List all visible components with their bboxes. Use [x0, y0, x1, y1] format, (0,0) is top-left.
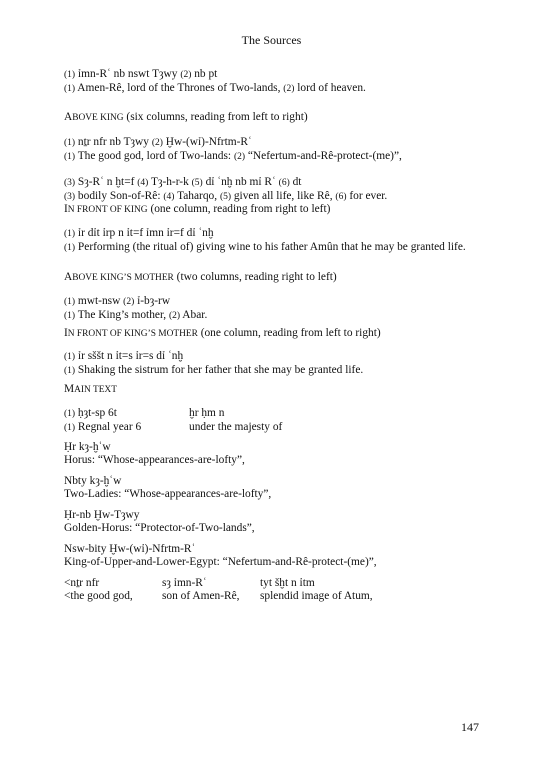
column-number: (2) [151, 138, 163, 148]
main-text-nbty-name [64, 475, 479, 501]
column-cell [64, 407, 189, 421]
caption-above-kings-mother [64, 295, 479, 323]
translation-line [64, 590, 479, 603]
heading-rest: (one column, reading from right to left) [147, 203, 331, 215]
translation-text: for ever. [346, 190, 388, 202]
main-text-nsw-bity-name [64, 543, 479, 569]
section-heading-front-of-kings-mother [64, 327, 479, 341]
translation-text: “Nefertum-and-Rê-protect-(me)”, [245, 150, 402, 162]
column-number: (4) [137, 178, 149, 188]
column-number: (6) [278, 178, 290, 188]
main-text-horus-name [64, 441, 479, 467]
transliteration-text: dỉ ʿnḫ nb mỉ Rʿ [202, 176, 279, 188]
main-text-golden-horus-name [64, 509, 479, 535]
translation-line [64, 82, 479, 96]
transliteration-line [64, 176, 479, 190]
transliteration-line: Ḥr kȝ-ḫʿw [64, 441, 111, 453]
translation-line [64, 309, 479, 323]
heading-rest: (six columns, reading from left to right) [123, 111, 308, 123]
transliteration-line [64, 407, 479, 421]
translation-text: Taharqo, [174, 190, 220, 202]
translation-text: Performing (the ritual of) giving wine to his father Amûn that he may be granted life. [75, 241, 466, 253]
column-number: (1) [64, 243, 76, 253]
section-heading-main-text [64, 383, 479, 397]
translation-text: <the good god, [64, 590, 133, 602]
column-number: (1) [64, 152, 76, 162]
column-number: (3) [64, 192, 76, 202]
heading-smallcaps: BOVE KING’S MOTHER [72, 273, 174, 283]
column-number: (1) [64, 352, 76, 362]
column-number: (6) [335, 192, 347, 202]
transliteration-line [64, 68, 479, 82]
heading-initial: I [64, 203, 68, 215]
heading-initial: I [64, 327, 68, 339]
heading-smallcaps: N FRONT OF KING’S MOTHER [67, 329, 198, 339]
column-cell [64, 421, 189, 435]
caption-above-king [64, 136, 479, 204]
column-number: (2) [283, 84, 295, 94]
transliteration-text: nb pt [191, 68, 218, 80]
transliteration-line [64, 227, 479, 241]
transliteration-text: ḥȝt-sp 6t [75, 407, 117, 419]
translation-line [64, 190, 479, 204]
translation-line: Two-Ladies: “Whose-appearances-are-lofty”, [64, 488, 272, 500]
transliteration-text: ỉr sššt n ỉt=s ỉr=s dỉ ʿnḫ [75, 350, 184, 362]
transliteration-text: ḫr ḥm n [189, 407, 225, 419]
column-number: (2) [233, 152, 246, 162]
translation-text: Regnal year 6 [75, 421, 142, 433]
main-text-regnal-year [64, 407, 479, 435]
transliteration-text: ỉ-bȝ-rw [134, 295, 171, 307]
heading-initial: M [64, 383, 75, 395]
heading-rest: (one column, reading from left to right) [197, 327, 381, 339]
column-number: (1) [64, 138, 76, 148]
translation-line [64, 150, 479, 164]
transliteration-line [64, 350, 479, 364]
transliteration-text: mwt-nsw [75, 295, 124, 307]
page-number: 147 [461, 720, 479, 734]
translation-line: Horus: “Whose-appearances-are-lofty”, [64, 454, 245, 466]
heading-initial: A [64, 271, 73, 283]
transliteration-line [64, 295, 479, 309]
transliteration-line: Nbty kȝ-ḫʿw [64, 475, 122, 487]
translation-text: under the majesty of [189, 421, 283, 433]
column-number: (1) [64, 423, 76, 433]
translation-line [64, 421, 479, 435]
column-number: (1) [64, 229, 76, 239]
column-number: (1) [64, 297, 76, 307]
transliteration-text: <nṯr nfr [64, 577, 100, 589]
translation-line: King-of-Upper-and-Lower-Egypt: “Nefertum-and-Rê-protect-(me)”, [64, 556, 377, 568]
heading-smallcaps: BOVE KING [72, 113, 124, 123]
translation-text: Abar. [180, 309, 208, 321]
transliteration-text: Tȝ-h-r-k [148, 176, 192, 188]
translation-line: Golden-Horus: “Protector-of-Two-lands”, [64, 522, 255, 534]
column-number: (2) [169, 311, 181, 321]
translation-text: splendid image of Atum, [260, 590, 373, 602]
heading-smallcaps: AIN TEXT [74, 385, 117, 395]
caption-front-of-king [64, 227, 479, 255]
page-title: The Sources [241, 33, 302, 47]
heading-rest: (two columns, reading right to left) [173, 271, 337, 283]
section-heading-above-king [64, 111, 479, 125]
translation-text: given all life, like Rê, [231, 190, 336, 202]
translation-text: lord of heaven. [294, 82, 366, 94]
transliteration-text: Ḫw-(wỉ)-Nfrtm-Rʿ [162, 136, 252, 148]
column-number: (3) [64, 178, 76, 188]
column-number: (1) [64, 70, 76, 80]
transliteration-text: tyt šḫt n ỉtm [260, 577, 315, 589]
column-number: (4) [163, 192, 175, 202]
transliteration-text: ỉmn-Rʿ nb nswt Tȝwy [75, 68, 181, 80]
column-number: (1) [64, 409, 76, 419]
column-number: (5) [191, 178, 203, 188]
caption-amen-re [64, 68, 479, 96]
transliteration-line [64, 577, 479, 590]
translation-text: The good god, lord of Two-lands: [75, 150, 234, 162]
transliteration-line [64, 136, 479, 150]
caption-front-of-kings-mother [64, 350, 479, 378]
column-number: (1) [64, 311, 76, 321]
transliteration-text: dt [289, 176, 302, 188]
transliteration-line: Ḥr-nb Ḫw-Tȝwy [64, 509, 140, 521]
transliteration-text: ỉr dỉt ỉrp n ỉt=f ỉmn ỉr=f dỉ ʿnḫ [75, 227, 214, 239]
column-number: (5) [219, 192, 232, 202]
column-number: (2) [180, 70, 192, 80]
translation-text: bodily Son-of-Rê: [75, 190, 164, 202]
heading-smallcaps: N FRONT OF KING [67, 205, 148, 215]
heading-initial: A [64, 111, 73, 123]
section-heading-front-of-king [64, 203, 479, 217]
column-number: (1) [64, 366, 76, 376]
section-heading-above-kings-mother [64, 271, 479, 285]
translation-text: The King’s mother, [75, 309, 170, 321]
main-text-epithets [64, 577, 479, 603]
column-number: (1) [64, 84, 76, 94]
translation-text: son of Amen-Rê, [162, 590, 240, 602]
column-number: (2) [123, 297, 135, 307]
translation-text: Shaking the sistrum for her father that she may be granted life. [75, 364, 364, 376]
transliteration-text: nṯr nfr nb Tȝwy [75, 136, 152, 148]
transliteration-line: Nsw-bity Ḫw-(wỉ)-Nfrtm-Rʿ [64, 543, 196, 555]
translation-text: Amen-Rê, lord of the Thrones of Two-lands, [75, 82, 284, 94]
translation-line [64, 241, 479, 255]
transliteration-text: sȝ ỉmn-Rʿ [162, 577, 207, 589]
transliteration-text: Sȝ-Rʿ n ḫt=f [75, 176, 138, 188]
translation-line [64, 364, 479, 378]
